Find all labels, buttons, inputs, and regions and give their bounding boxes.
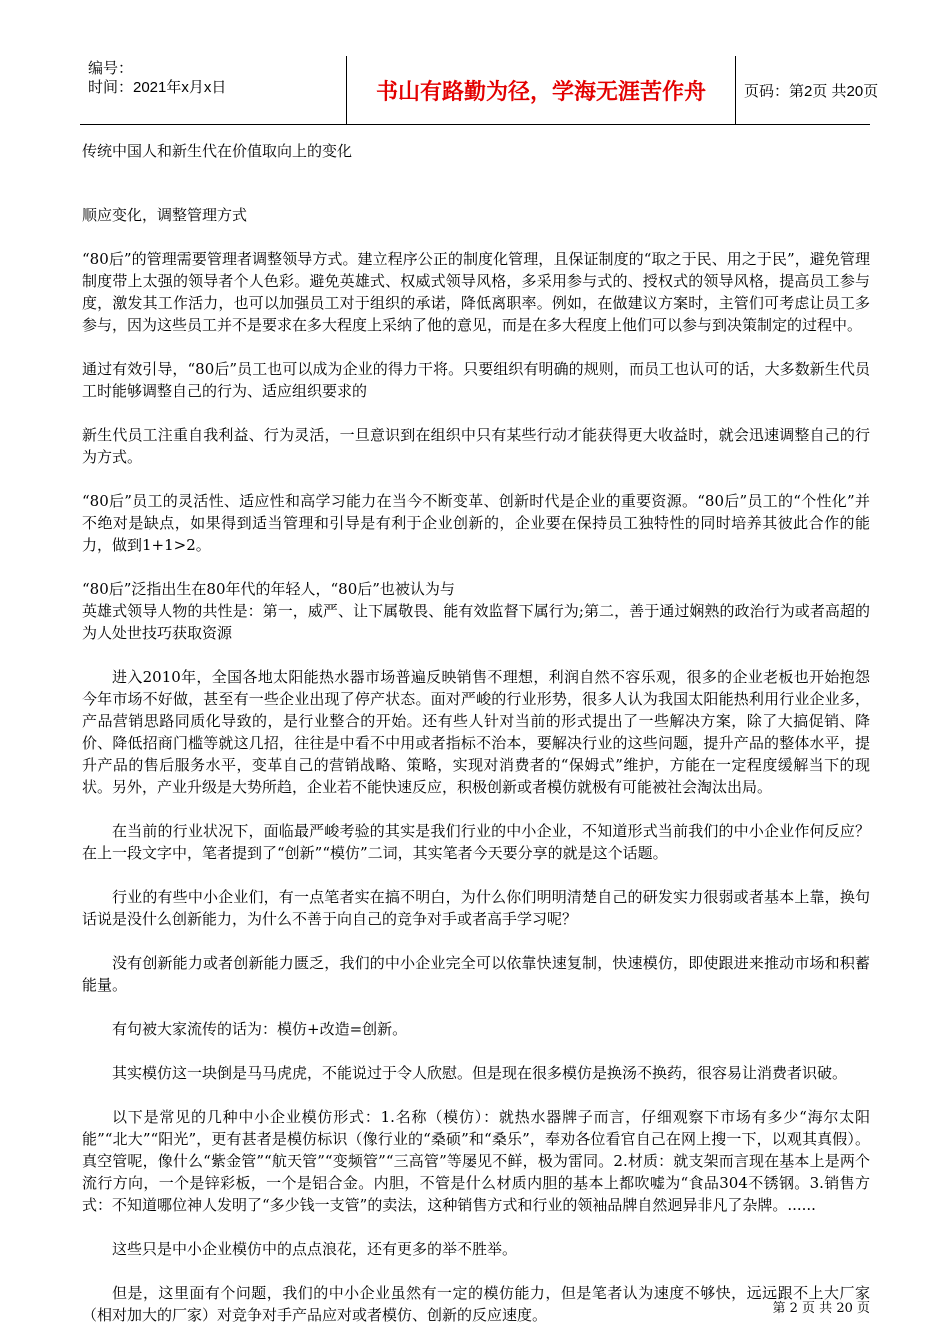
header-motto: 书山有路勤为径，学海无涯苦作舟 — [346, 56, 736, 124]
paragraph: 没有创新能力或者创新能力匮乏，我们的中小企业完全可以依靠快速复制，快速模仿，即使跟进来推动市场和积蓄能量。 — [82, 954, 870, 994]
document-body — [82, 140, 870, 1326]
header-page-info: 页码：第2页 共20页 — [744, 82, 879, 100]
paragraph: “80后”的管理需要管理者调整领导方式。建立程序公正的制度化管理，且保证制度的“取之于民、用之于民”，避免管理制度带上太强的领导者个人色彩。避免英雄式、权威式领导风格，多采用参与式的、授权式的领导风格，提高员工参与度，激发其工作活力，也可以加强员工对于组织的承诺，降低离职率。例如，在做建议方案时，主管们可考虑让员工多参与，因为这些员工并不是要求在多大程度上采纳了他的意见，而是在多大程度上他们可以参与到决策制定的过程中。 — [82, 250, 870, 334]
paragraph: 以下是常见的几种中小企业模仿形式：1.名称（模仿）：就热水器牌子而言，仔细观察下市场有多少“海尔太阳能”“北大”“阳光”，更有甚者是模仿标识（像行业的“桑硕”和“桑乐”，奉劝各位看官自己在网上搜一下，以观其真假）。真空管呢，像什么“紫金管”“航天管”“变频管”“三高管”等屡见不鲜，极为雷同。2.材质：就支架而言现在基本上是两个流行方向，一个是锌彩板，一个是铝合金。内胆，不管是什么材质内胆的基本上都吹嘘为“食品304不锈钢。3.销售方式：不知道哪位神人发明了“多少钱一支管”的卖法，这种销售方式和行业的领袖品牌自然迥异非凡了杂牌。...... — [82, 1108, 870, 1214]
paragraph: 新生代员工注重自我利益、行为灵活，一旦意识到在组织中只有某些行动才能获得更大收益时，就会迅速调整自己的行为方式。 — [82, 426, 870, 466]
paragraph: “80后”泛指出生在80年代的年轻人，“80后”也被认为与 — [82, 580, 455, 598]
paragraph: 在当前的行业状况下，面临最严峻考验的其实是我们行业的中小企业，不知道形式当前我们的中小企业作何反应？在上一段文字中，笔者提到了“创新”“模仿”二词，其实笔者今天要分享的就是这个话题。 — [82, 822, 870, 862]
paragraph: 其实模仿这一块倒是马马虎虎，不能说过于令人欣慰。但是现在很多模仿是换汤不换药，很容易让消费者识破。 — [112, 1064, 848, 1082]
paragraph: 英雄式领导人物的共性是：第一，威严、让下属敬畏、能有效监督下属行为;第二，善于通过娴熟的政治行为或者高超的为人处世技巧获取资源 — [82, 602, 870, 642]
section-subtitle: 顺应变化，调整管理方式 — [82, 206, 248, 224]
header-meta — [88, 59, 288, 97]
page-footer: 第 2 页 共 20 页 — [772, 1301, 870, 1316]
paragraph: 行业的有些中小企业们，有一点笔者实在搞不明白，为什么你们明明清楚自己的研发实力很弱或者基本上靠，换句话说是没什么创新能力，为什么不善于向自己的竞争对手或者高手学习呢？ — [82, 888, 870, 928]
number-label: 编号： — [88, 60, 134, 77]
paragraph: 有句被大家流传的话为：模仿+改造=创新。 — [112, 1020, 408, 1038]
paragraph: 这些只是中小企业模仿中的点点浪花，还有更多的举不胜举。 — [112, 1240, 518, 1258]
paragraph: 进入2010年，全国各地太阳能热水器市场普遍反映销售不理想，利润自然不容乐观，很多的企业老板也开始抱怨今年市场不好做，甚至有一些企业出现了停产状态。面对严峻的行业形势，很多人认为我国太阳能热利用行业企业多，产品营销思路同质化导致的，是行业整合的开始。还有些人针对当前的形式提出了一些解决方案，除了大搞促销、降价、降低招商门槛等就这几招，往往是中看不中用或者指标不治本，要解决行业的这些问题，提升产品的整体水平，提升产品的售后服务水平，变革自己的营销战略、策略，实现对消费者的“保姆式”维护，方能在一定程度缓解当下的现状。另外，产业升级是大势所趋，企业若不能快速反应，积极创新或者模仿就极有可能被社会淘汰出局。 — [82, 668, 870, 796]
document-title: 传统中国人和新生代在价值取向上的变化 — [82, 142, 353, 160]
paragraph: “80后”员工的灵活性、适应性和高学习能力在当今不断变革、创新时代是企业的重要资源。“80后”员工的“个性化”并不绝对是缺点，如果得到适当管理和引导是有利于企业创新的，企业要在保持员工独特性的同时培养其彼此合作的能力，做到1+1>2。 — [82, 492, 870, 554]
paragraph: 通过有效引导，“80后”员工也可以成为企业的得力干将。只要组织有明确的规则，而员工也认可的话，大多数新生代员工时能够调整自己的行为、适应组织要求的 — [82, 360, 870, 400]
paragraph: 但是，这里面有个问题，我们的中小企业虽然有一定的模仿能力，但是笔者认为速度不够快，远远跟不上大厂家（相对加大的厂家）对竞争对手产品应对或者模仿、创新的反应速度。 — [82, 1284, 870, 1324]
page-header — [80, 56, 879, 125]
time-label: 时间：2021年x月x日 — [88, 79, 227, 96]
